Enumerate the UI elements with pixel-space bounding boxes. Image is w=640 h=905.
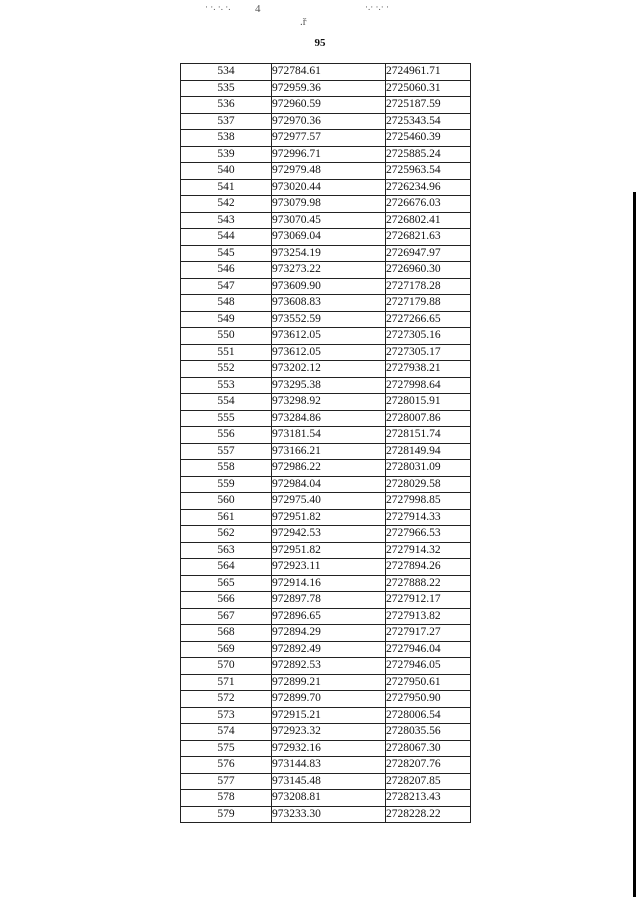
table-row: [181, 526, 471, 543]
y-coordinate-cell: 2726802.41: [386, 212, 471, 229]
point-id-cell: 551: [181, 344, 272, 361]
y-coordinate-cell: 2725963.54: [386, 163, 471, 180]
point-id-cell: 555: [181, 410, 272, 427]
y-coordinate-cell: 2727305.16: [386, 328, 471, 345]
table-row: [181, 806, 471, 823]
y-coordinate-cell: 2728015.91: [386, 394, 471, 411]
table-row: [181, 212, 471, 229]
y-coordinate-cell: 2726676.03: [386, 196, 471, 213]
scan-edge-bar: [633, 192, 636, 897]
y-coordinate-cell: 2728006.54: [386, 707, 471, 724]
coordinates-table: [180, 63, 471, 823]
x-coordinate-cell: 972923.32: [272, 724, 386, 741]
y-coordinate-cell: 2727888.22: [386, 575, 471, 592]
point-id-cell: 557: [181, 443, 272, 460]
point-id-cell: 540: [181, 163, 272, 180]
x-coordinate-cell: 973233.30: [272, 806, 386, 823]
x-coordinate-cell: 972970.36: [272, 113, 386, 130]
table-row: [181, 80, 471, 97]
x-coordinate-cell: 972977.57: [272, 130, 386, 147]
table-row: [181, 658, 471, 675]
x-coordinate-cell: 973208.81: [272, 790, 386, 807]
point-id-cell: 539: [181, 146, 272, 163]
y-coordinate-cell: 2726960.30: [386, 262, 471, 279]
x-coordinate-cell: 972899.70: [272, 691, 386, 708]
y-coordinate-cell: 2728035.56: [386, 724, 471, 741]
table-row: [181, 493, 471, 510]
table-row: [181, 790, 471, 807]
table-row: [181, 113, 471, 130]
y-coordinate-cell: 2727946.05: [386, 658, 471, 675]
table-row: [181, 328, 471, 345]
x-coordinate-cell: 973273.22: [272, 262, 386, 279]
y-coordinate-cell: 2727178.28: [386, 278, 471, 295]
table-row: [181, 311, 471, 328]
x-coordinate-cell: 973284.86: [272, 410, 386, 427]
y-coordinate-cell: 2727266.65: [386, 311, 471, 328]
x-coordinate-cell: 973145.48: [272, 773, 386, 790]
table-row: [181, 377, 471, 394]
y-coordinate-cell: 2727946.04: [386, 641, 471, 658]
point-id-cell: 541: [181, 179, 272, 196]
point-id-cell: 553: [181, 377, 272, 394]
x-coordinate-cell: 972951.82: [272, 509, 386, 526]
table-row: [181, 262, 471, 279]
scan-mark: · ·. ·. ·.: [205, 2, 231, 12]
point-id-cell: 562: [181, 526, 272, 543]
y-coordinate-cell: 2728207.85: [386, 773, 471, 790]
table-row: [181, 773, 471, 790]
table-row: [181, 608, 471, 625]
table-row: [181, 740, 471, 757]
y-coordinate-cell: 2727998.64: [386, 377, 471, 394]
x-coordinate-cell: 972932.16: [272, 740, 386, 757]
point-id-cell: 558: [181, 460, 272, 477]
y-coordinate-cell: 2726947.97: [386, 245, 471, 262]
point-id-cell: 535: [181, 80, 272, 97]
y-coordinate-cell: 2727894.26: [386, 559, 471, 576]
table-row: [181, 179, 471, 196]
point-id-cell: 542: [181, 196, 272, 213]
y-coordinate-cell: 2727305.17: [386, 344, 471, 361]
table-row: [181, 146, 471, 163]
scan-mark: 4: [255, 3, 261, 15]
x-coordinate-cell: 973552.59: [272, 311, 386, 328]
y-coordinate-cell: 2727179.88: [386, 295, 471, 312]
x-coordinate-cell: 973298.92: [272, 394, 386, 411]
y-coordinate-cell: 2726234.96: [386, 179, 471, 196]
x-coordinate-cell: 972986.22: [272, 460, 386, 477]
y-coordinate-cell: 2727917.27: [386, 625, 471, 642]
point-id-cell: 546: [181, 262, 272, 279]
table-row: [181, 460, 471, 477]
point-id-cell: 560: [181, 493, 272, 510]
table-row: [181, 674, 471, 691]
x-coordinate-cell: 972899.21: [272, 674, 386, 691]
y-coordinate-cell: 2728151.74: [386, 427, 471, 444]
x-coordinate-cell: 973079.98: [272, 196, 386, 213]
x-coordinate-cell: 972897.78: [272, 592, 386, 609]
y-coordinate-cell: 2727998.85: [386, 493, 471, 510]
y-coordinate-cell: 2728149.94: [386, 443, 471, 460]
y-coordinate-cell: 2725885.24: [386, 146, 471, 163]
x-coordinate-cell: 972892.53: [272, 658, 386, 675]
point-id-cell: 567: [181, 608, 272, 625]
point-id-cell: 572: [181, 691, 272, 708]
x-coordinate-cell: 972914.16: [272, 575, 386, 592]
y-coordinate-cell: 2728207.76: [386, 757, 471, 774]
x-coordinate-cell: 972979.48: [272, 163, 386, 180]
table-row: [181, 641, 471, 658]
page-number: 95: [314, 37, 326, 49]
x-coordinate-cell: 973070.45: [272, 212, 386, 229]
table-body: [181, 64, 471, 823]
point-id-cell: 569: [181, 641, 272, 658]
table-row: [181, 592, 471, 609]
table-row: [181, 410, 471, 427]
point-id-cell: 547: [181, 278, 272, 295]
x-coordinate-cell: 973069.04: [272, 229, 386, 246]
point-id-cell: 564: [181, 559, 272, 576]
x-coordinate-cell: 973609.90: [272, 278, 386, 295]
y-coordinate-cell: 2728067.30: [386, 740, 471, 757]
y-coordinate-cell: 2725060.31: [386, 80, 471, 97]
table-row: [181, 295, 471, 312]
x-coordinate-cell: 973612.05: [272, 344, 386, 361]
point-id-cell: 543: [181, 212, 272, 229]
y-coordinate-cell: 2725460.39: [386, 130, 471, 147]
table-row: [181, 691, 471, 708]
y-coordinate-cell: 2727914.32: [386, 542, 471, 559]
point-id-cell: 568: [181, 625, 272, 642]
table-row: [181, 724, 471, 741]
table-row: [181, 757, 471, 774]
table-row: [181, 229, 471, 246]
x-coordinate-cell: 973608.83: [272, 295, 386, 312]
x-coordinate-cell: 973202.12: [272, 361, 386, 378]
y-coordinate-cell: 2728228.22: [386, 806, 471, 823]
y-coordinate-cell: 2727912.17: [386, 592, 471, 609]
point-id-cell: 563: [181, 542, 272, 559]
table-row: [181, 64, 471, 81]
x-coordinate-cell: 972975.40: [272, 493, 386, 510]
x-coordinate-cell: 972923.11: [272, 559, 386, 576]
point-id-cell: 538: [181, 130, 272, 147]
point-id-cell: 577: [181, 773, 272, 790]
x-coordinate-cell: 972892.49: [272, 641, 386, 658]
x-coordinate-cell: 972894.29: [272, 625, 386, 642]
table-row: [181, 575, 471, 592]
y-coordinate-cell: 2728031.09: [386, 460, 471, 477]
table-row: [181, 707, 471, 724]
table-row: [181, 196, 471, 213]
point-id-cell: 561: [181, 509, 272, 526]
x-coordinate-cell: 973020.44: [272, 179, 386, 196]
point-id-cell: 549: [181, 311, 272, 328]
table-row: [181, 394, 471, 411]
x-coordinate-cell: 973181.54: [272, 427, 386, 444]
x-coordinate-cell: 972984.04: [272, 476, 386, 493]
point-id-cell: 566: [181, 592, 272, 609]
table-row: [181, 542, 471, 559]
scan-mark: .ř: [300, 16, 307, 28]
table-row: [181, 625, 471, 642]
x-coordinate-cell: 972959.36: [272, 80, 386, 97]
point-id-cell: 552: [181, 361, 272, 378]
x-coordinate-cell: 972960.59: [272, 97, 386, 114]
table-row: [181, 97, 471, 114]
table-row: [181, 278, 471, 295]
x-coordinate-cell: 973254.19: [272, 245, 386, 262]
x-coordinate-cell: 973166.21: [272, 443, 386, 460]
point-id-cell: 559: [181, 476, 272, 493]
x-coordinate-cell: 972896.65: [272, 608, 386, 625]
table-row: [181, 245, 471, 262]
point-id-cell: 579: [181, 806, 272, 823]
x-coordinate-cell: 972942.53: [272, 526, 386, 543]
y-coordinate-cell: 2727966.53: [386, 526, 471, 543]
table-row: [181, 427, 471, 444]
scan-mark: ·.· ·.· ·: [365, 2, 389, 12]
y-coordinate-cell: 2728007.86: [386, 410, 471, 427]
y-coordinate-cell: 2727938.21: [386, 361, 471, 378]
x-coordinate-cell: 972915.21: [272, 707, 386, 724]
point-id-cell: 534: [181, 64, 272, 81]
y-coordinate-cell: 2727950.90: [386, 691, 471, 708]
y-coordinate-cell: 2725343.54: [386, 113, 471, 130]
point-id-cell: 571: [181, 674, 272, 691]
table-row: [181, 361, 471, 378]
point-id-cell: 575: [181, 740, 272, 757]
x-coordinate-cell: 973144.83: [272, 757, 386, 774]
point-id-cell: 544: [181, 229, 272, 246]
point-id-cell: 554: [181, 394, 272, 411]
point-id-cell: 537: [181, 113, 272, 130]
x-coordinate-cell: 972951.82: [272, 542, 386, 559]
table-row: [181, 130, 471, 147]
table-row: [181, 476, 471, 493]
table-row: [181, 163, 471, 180]
point-id-cell: 556: [181, 427, 272, 444]
point-id-cell: 570: [181, 658, 272, 675]
point-id-cell: 550: [181, 328, 272, 345]
y-coordinate-cell: 2726821.63: [386, 229, 471, 246]
point-id-cell: 573: [181, 707, 272, 724]
point-id-cell: 565: [181, 575, 272, 592]
point-id-cell: 548: [181, 295, 272, 312]
point-id-cell: 545: [181, 245, 272, 262]
y-coordinate-cell: 2727950.61: [386, 674, 471, 691]
y-coordinate-cell: 2727914.33: [386, 509, 471, 526]
point-id-cell: 576: [181, 757, 272, 774]
point-id-cell: 578: [181, 790, 272, 807]
table-row: [181, 344, 471, 361]
y-coordinate-cell: 2728029.58: [386, 476, 471, 493]
y-coordinate-cell: 2727913.82: [386, 608, 471, 625]
point-id-cell: 536: [181, 97, 272, 114]
x-coordinate-cell: 973612.05: [272, 328, 386, 345]
y-coordinate-cell: 2725187.59: [386, 97, 471, 114]
point-id-cell: 574: [181, 724, 272, 741]
x-coordinate-cell: 972996.71: [272, 146, 386, 163]
y-coordinate-cell: 2724961.71: [386, 64, 471, 81]
y-coordinate-cell: 2728213.43: [386, 790, 471, 807]
x-coordinate-cell: 973295.38: [272, 377, 386, 394]
table-row: [181, 509, 471, 526]
x-coordinate-cell: 972784.61: [272, 64, 386, 81]
table-row: [181, 443, 471, 460]
table-row: [181, 559, 471, 576]
